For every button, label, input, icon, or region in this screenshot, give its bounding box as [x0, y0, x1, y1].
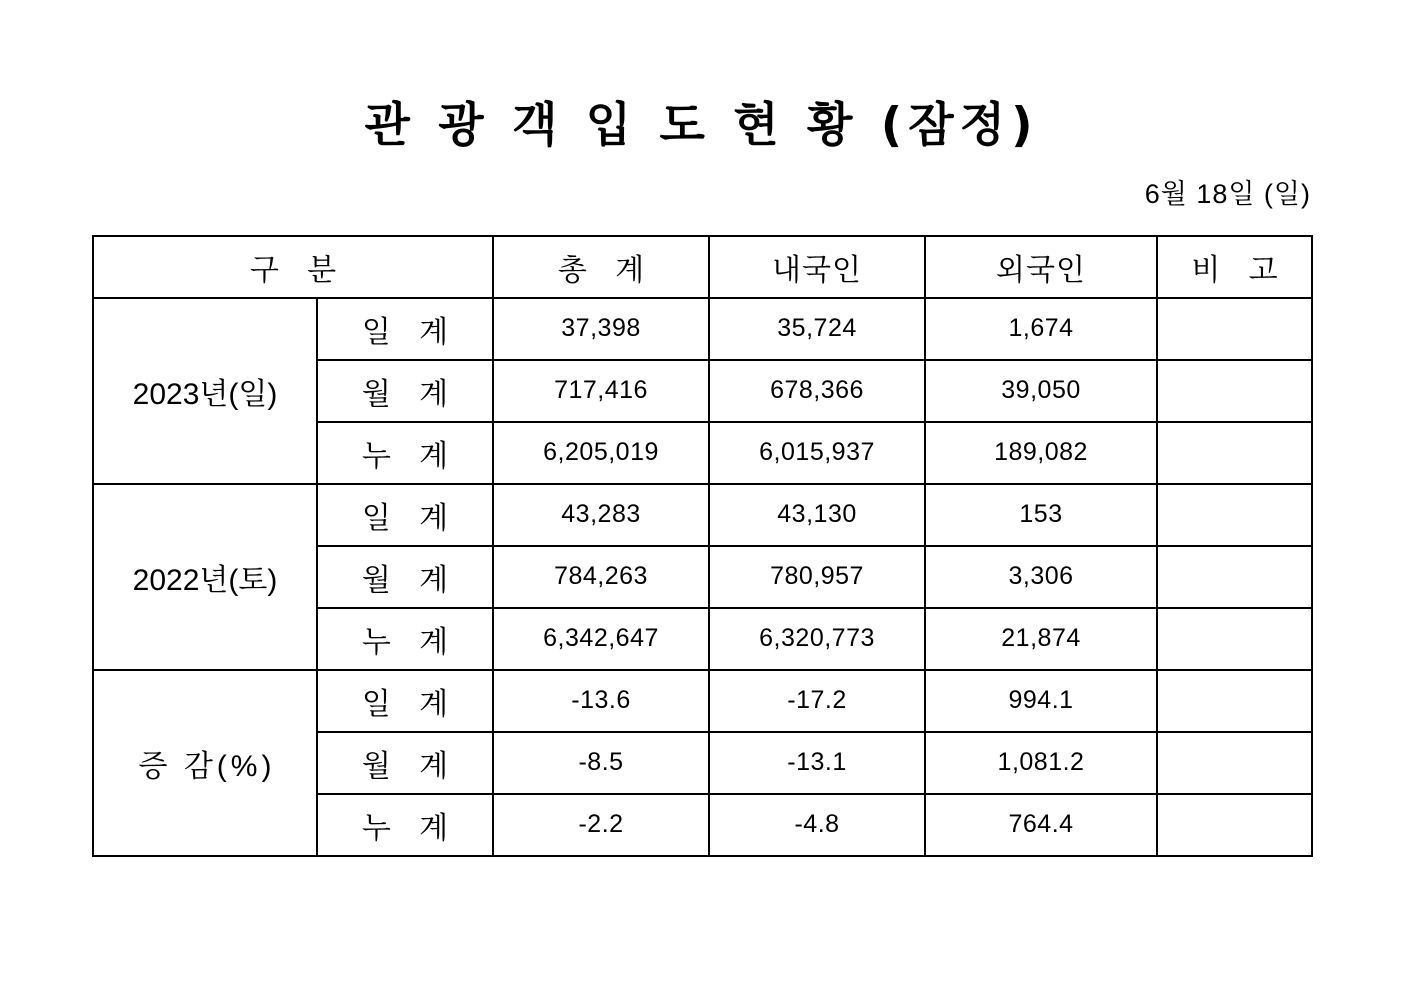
cell-domestic-daily-2023: 35,724 [709, 298, 925, 360]
header-foreign: 외국인 [925, 236, 1157, 298]
row-label-daily-change: 일 계 [317, 670, 493, 732]
cell-remarks-daily-2022 [1157, 484, 1312, 546]
header-total: 총 계 [493, 236, 709, 298]
header-domestic: 내국인 [709, 236, 925, 298]
row-label-cumulative-2022: 누 계 [317, 608, 493, 670]
table-row [93, 670, 1312, 732]
row-label-monthly-2022: 월 계 [317, 546, 493, 608]
page-title: 관 광 객 입 도 현 황 (잠정) [364, 98, 1039, 153]
cell-foreign-cumulative-change: 764.4 [925, 794, 1157, 856]
group-label-2023: 2023년(일) [93, 298, 317, 484]
cell-domestic-cumulative-change: -4.8 [709, 794, 925, 856]
cell-remarks-daily-change [1157, 670, 1312, 732]
report-date: 6월 18일 (일) [1144, 178, 1311, 209]
cell-foreign-monthly-change: 1,081.2 [925, 732, 1157, 794]
cell-foreign-daily-change: 994.1 [925, 670, 1157, 732]
cell-total-monthly-change: -8.5 [493, 732, 709, 794]
cell-foreign-monthly-2022: 3,306 [925, 546, 1157, 608]
row-label-monthly-change: 월 계 [317, 732, 493, 794]
cell-foreign-cumulative-2022: 21,874 [925, 608, 1157, 670]
table-row [93, 484, 1312, 546]
cell-remarks-monthly-change [1157, 732, 1312, 794]
cell-total-daily-change: -13.6 [493, 670, 709, 732]
row-label-monthly-2023: 월 계 [317, 360, 493, 422]
cell-domestic-cumulative-2023: 6,015,937 [709, 422, 925, 484]
cell-remarks-cumulative-2023 [1157, 422, 1312, 484]
tourist-arrivals-table [92, 235, 1313, 857]
row-label-cumulative-2023: 누 계 [317, 422, 493, 484]
cell-domestic-monthly-2023: 678,366 [709, 360, 925, 422]
row-label-daily-2022: 일 계 [317, 484, 493, 546]
cell-total-cumulative-2022: 6,342,647 [493, 608, 709, 670]
cell-foreign-daily-2022: 153 [925, 484, 1157, 546]
cell-total-daily-2022: 43,283 [493, 484, 709, 546]
cell-total-cumulative-change: -2.2 [493, 794, 709, 856]
header-category: 구 분 [93, 236, 493, 298]
cell-remarks-cumulative-change [1157, 794, 1312, 856]
cell-domestic-daily-2022: 43,130 [709, 484, 925, 546]
cell-foreign-daily-2023: 1,674 [925, 298, 1157, 360]
cell-total-cumulative-2023: 6,205,019 [493, 422, 709, 484]
cell-remarks-cumulative-2022 [1157, 608, 1312, 670]
cell-domestic-cumulative-2022: 6,320,773 [709, 608, 925, 670]
cell-domestic-daily-change: -17.2 [709, 670, 925, 732]
statistics-table-container [0, 211, 1403, 857]
cell-foreign-monthly-2023: 39,050 [925, 360, 1157, 422]
cell-remarks-monthly-2022 [1157, 546, 1312, 608]
cell-domestic-monthly-2022: 780,957 [709, 546, 925, 608]
cell-total-monthly-2022: 784,263 [493, 546, 709, 608]
cell-foreign-cumulative-2023: 189,082 [925, 422, 1157, 484]
cell-remarks-monthly-2023 [1157, 360, 1312, 422]
row-label-daily-2023: 일 계 [317, 298, 493, 360]
group-label-change: 증 감(%) [93, 670, 317, 856]
cell-domestic-monthly-change: -13.1 [709, 732, 925, 794]
table-header-row [93, 236, 1312, 298]
cell-total-monthly-2023: 717,416 [493, 360, 709, 422]
group-label-2022: 2022년(토) [93, 484, 317, 670]
header-remarks: 비 고 [1157, 236, 1312, 298]
row-label-cumulative-change: 누 계 [317, 794, 493, 856]
cell-remarks-daily-2023 [1157, 298, 1312, 360]
table-row [93, 298, 1312, 360]
cell-total-daily-2023: 37,398 [493, 298, 709, 360]
